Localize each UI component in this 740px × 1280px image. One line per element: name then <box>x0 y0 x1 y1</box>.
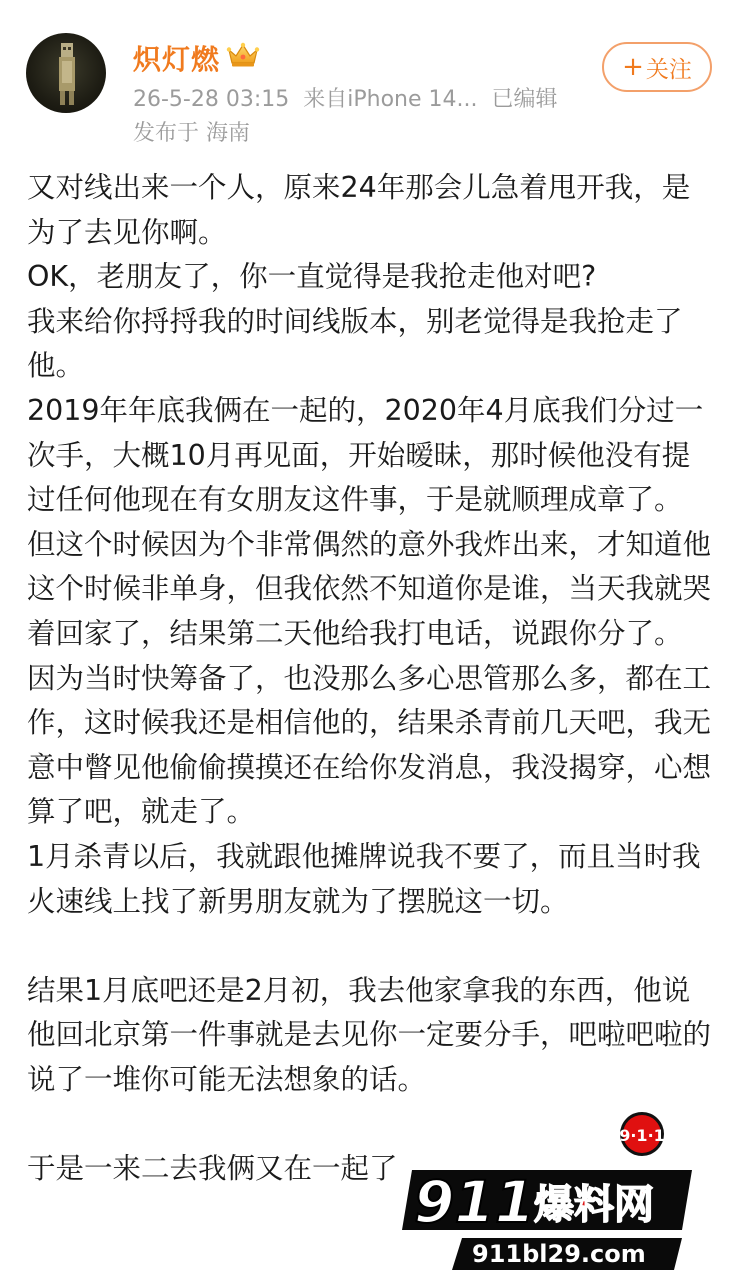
paragraph: 又对线出来一个人，原来24年那会儿急着甩开我，是为了去见你啊。 <box>27 171 691 249</box>
paragraph: 1月杀青以后，我就跟他摊牌说我不要了，而且当时我火速线上找了新男朋友就为了摆脱这一切。 <box>27 839 701 918</box>
avatar[interactable] <box>26 33 106 113</box>
crown-icon <box>226 42 260 68</box>
paragraph: 但这个时候因为个非常偶然的意外我炸出来，才知道他这个时候非单身，但我依然不知道你是谁，当天我就哭着回家了，结果第二天他给我打电话，说跟你分了。 <box>27 527 712 650</box>
watermark-badge: 9·1·1 <box>619 1126 665 1145</box>
follow-button[interactable] <box>602 42 712 92</box>
follow-label: 关注 <box>645 56 692 83</box>
post-location: 发布于 海南 <box>133 121 250 146</box>
avatar-figure-icon <box>56 43 78 105</box>
post-header <box>0 0 740 160</box>
watermark-logo <box>392 1110 712 1280</box>
post-meta <box>133 82 572 113</box>
post-content <box>27 166 717 1192</box>
post-date: 26-5-28 03:15 <box>133 87 290 112</box>
watermark-number: 911 <box>414 1168 536 1236</box>
paragraph: 结果1月底吧还是2月初，我去他家拿我的东西，他说他回北京第一件事就是去见你一定要分手，吧啦吧啦的说了一堆你可能无法想象的话。 <box>27 973 712 1096</box>
watermark-url: 911bl29.com <box>472 1240 646 1268</box>
post-source[interactable]: 来自iPhone 14... <box>303 87 478 112</box>
watermark-brand: 爆料网 <box>534 1182 654 1228</box>
paragraph: 2019年年底我俩在一起的，2020年4月底我们分过一次手，大概10月再见面，开始暧昧，那时候他没有提过任何他现在有女朋友这件事，于是就顺理成章了。 <box>27 393 704 517</box>
paragraph: 于是一来二去我俩又在一起了 <box>27 1152 398 1186</box>
username[interactable]: 炽灯燃 <box>133 43 221 76</box>
paragraph: 我来给你捋捋我的时间线版本，别老觉得是我抢走了他。 <box>27 304 683 383</box>
paragraph: OK，老朋友了，你一直觉得是我抢走他对吧? <box>27 260 597 294</box>
paragraph: 因为当时快筹备了，也没那么多心思管那么多，都在工作，这时候我还是相信他的，结果杀青前几天吧，我无意中瞥见他偷偷摸摸还在给你发消息，我没揭穿，心想算了吧，就走了。 <box>27 661 712 829</box>
plus-icon: + <box>622 52 644 82</box>
edited-label[interactable]: 已编辑 <box>491 87 558 112</box>
